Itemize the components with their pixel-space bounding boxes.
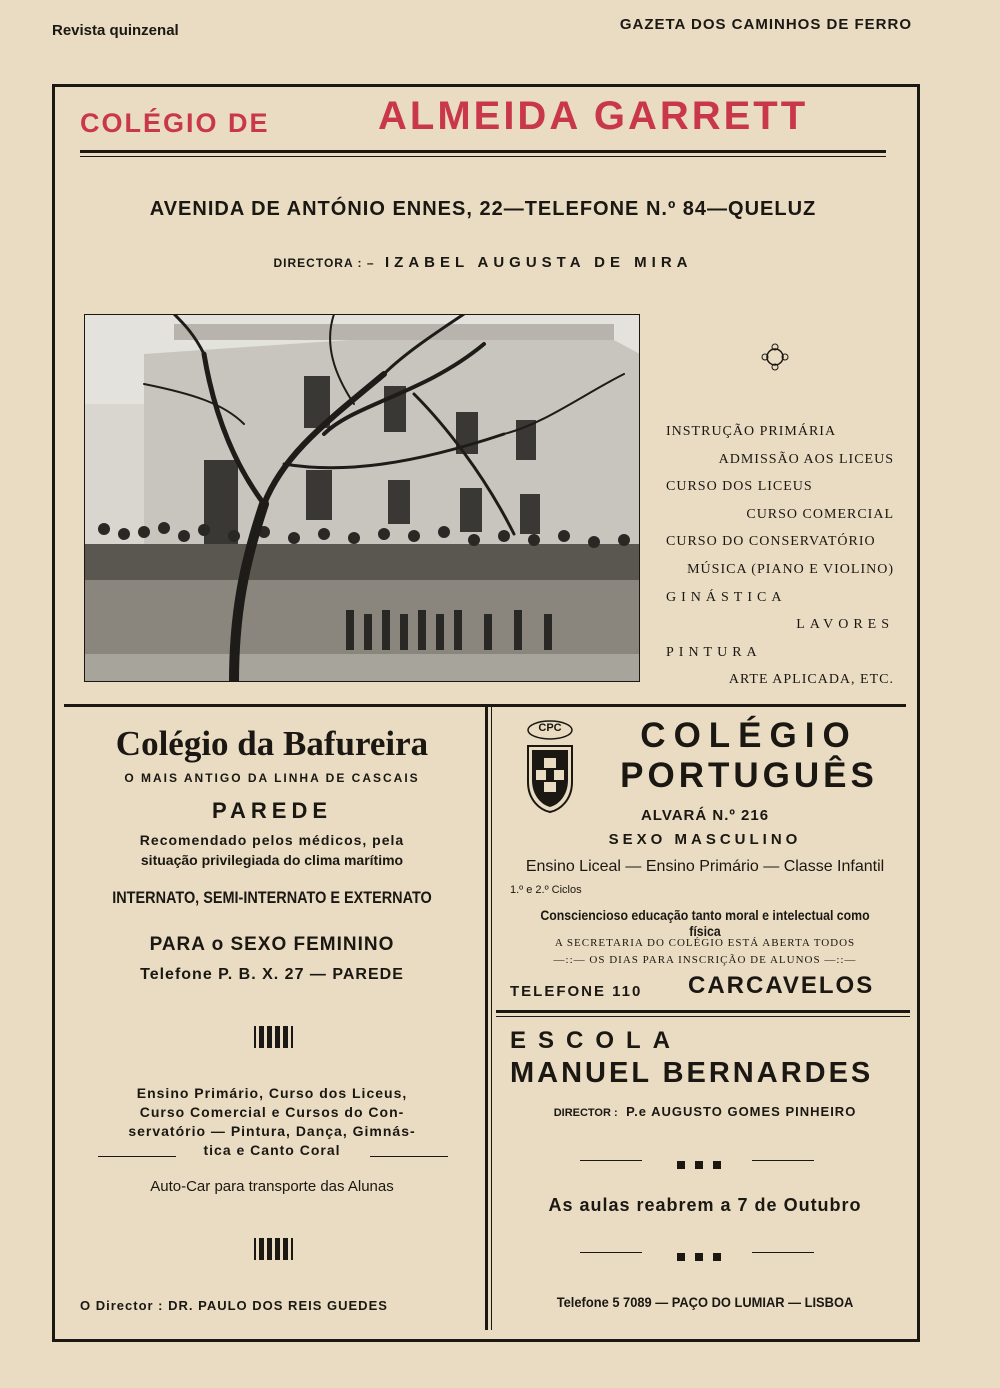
bafureira-courses-line: Ensino Primário, Curso dos Liceus, xyxy=(136,1085,408,1101)
portugues-ciclos: 1.º e 2.º Ciclos xyxy=(510,884,582,896)
portugues-sex: SEXO MASCULINO xyxy=(608,831,802,848)
almeida-director-label: DIRECTORA : – xyxy=(273,256,375,270)
escola-reopen: As aulas reabrem a 7 de Outubro xyxy=(548,1195,862,1215)
square-ornament-icon xyxy=(675,1248,725,1266)
escola-title-1: ESCOLA xyxy=(510,1027,683,1054)
portugues-alvara: ALVARÁ N.º 216 xyxy=(640,807,770,824)
square-ornament-icon xyxy=(675,1156,725,1174)
portugues-ensino: Ensino Liceal — Ensino Primário — Classe Infantil xyxy=(525,858,885,875)
bafureira-title: Colégio da Bafureira xyxy=(115,724,429,763)
almeida-address: AVENIDA DE ANTÓNIO ENNES, 22—TELEFONE N.º 84—QUELUZ xyxy=(149,198,817,220)
bafureira-recommend-1: Recomendado pelos médicos, pela xyxy=(139,832,405,848)
courses-rule-right xyxy=(370,1156,448,1157)
bafureira-courses xyxy=(64,1084,480,1160)
separator-right-horizontal xyxy=(496,1010,910,1013)
magazine-title: GAZETA DOS CAMINHOS DE FERRO xyxy=(619,16,912,33)
ornament-rule-left xyxy=(580,1160,642,1161)
almeida-title-rule xyxy=(80,150,886,153)
ornament-rule-right xyxy=(752,1160,814,1161)
bars-ornament-icon xyxy=(254,1026,294,1053)
bars-ornament-icon xyxy=(254,1238,294,1265)
ornament-rule-left xyxy=(580,1252,642,1253)
portugues-place: CARCAVELOS xyxy=(688,972,875,999)
portugues-secretaria-2: —::— OS DIAS PARA INSCRIÇÃO DE ALUNOS —::— xyxy=(553,954,857,966)
course-item: ARTE APLICADA, ETC. xyxy=(728,672,894,688)
almeida-director xyxy=(70,254,896,272)
course-item: LAVORES xyxy=(796,617,894,633)
portugues-education: Consciencioso educação tanto moral e intelectual como física xyxy=(540,907,870,939)
magazine-periodicity: Revista quinzenal xyxy=(52,22,179,39)
crest-text: CPC xyxy=(538,722,562,734)
escola-title-2: MANUEL BERNARDES xyxy=(510,1057,874,1089)
course-item: CURSO DOS LICEUS xyxy=(666,479,813,495)
course-item: CURSO COMERCIAL xyxy=(746,506,894,522)
almeida-courses xyxy=(666,418,894,694)
ornament-icon xyxy=(760,342,790,377)
course-item: MÚSICA (PIANO E VIOLINO) xyxy=(687,561,894,577)
bafureira-place: PAREDE xyxy=(211,798,333,823)
bafureira-subtitle: O MAIS ANTIGO DA LINHA DE CASCAIS xyxy=(124,771,420,785)
separator-right-horizontal-thin xyxy=(496,1016,910,1017)
crest-icon xyxy=(524,720,576,819)
separator-vertical-right xyxy=(491,704,492,1330)
bafureira-regime: INTERNATO, SEMI-INTERNATO E EXTERNATO xyxy=(112,888,432,907)
portugues-secretaria-1: A SECRETARIA DO COLÉGIO ESTÁ ABERTA TODOS xyxy=(554,937,856,949)
almeida-title-rule-thin xyxy=(80,156,886,157)
escola-director-label: DIRECTOR : xyxy=(553,1107,618,1119)
course-item: GINÁSTICA xyxy=(666,589,787,605)
portugues-phone: TELEFONE 110 xyxy=(510,983,643,1000)
separator-vertical-left xyxy=(485,704,488,1330)
escola-director-name: P.e AUGUSTO GOMES PINHEIRO xyxy=(626,1104,857,1119)
almeida-director-name: IZABEL AUGUSTA DE MIRA xyxy=(384,254,693,271)
bafureira-sex: PARA o SEXO FEMININO xyxy=(149,934,395,955)
bafureira-recommend-2: situação privilegiada do clima marítimo xyxy=(140,852,404,868)
ornament-rule-right xyxy=(752,1252,814,1253)
bafureira-courses-line: tica e Canto Coral xyxy=(203,1142,341,1158)
course-item: PINTURA xyxy=(666,644,762,660)
bafureira-autocar: Auto-Car para transporte das Alunas xyxy=(150,1178,394,1195)
course-item: CURSO DO CONSERVATÓRIO xyxy=(666,534,876,550)
bafureira-courses-line: Curso Comercial e Cursos do Con- xyxy=(139,1104,405,1120)
courses-rule-left xyxy=(98,1156,176,1157)
school-photo xyxy=(84,314,640,682)
bafureira-phone: Telefone P. B. X. 27 — PAREDE xyxy=(140,966,404,983)
almeida-title-name: ALMEIDA GARRETT xyxy=(378,94,809,138)
portugues-title-2: PORTUGUÊS xyxy=(620,756,878,795)
almeida-title-prefix: COLÉGIO DE xyxy=(80,108,270,138)
bafureira-courses-line: servatório — Pintura, Dança, Gimnás- xyxy=(128,1123,416,1139)
escola-director xyxy=(500,1103,910,1121)
course-item: ADMISSÃO AOS LICEUS xyxy=(718,451,894,467)
escola-phone: Telefone 5 7089 — PAÇO DO LUMIAR — LISBOA xyxy=(556,1294,854,1310)
course-item: INSTRUÇÃO PRIMÁRIA xyxy=(666,424,837,439)
portugues-title-1: COLÉGIO xyxy=(640,716,858,755)
bafureira-director: O Director : DR. PAULO DOS REIS GUEDES xyxy=(80,1298,388,1313)
